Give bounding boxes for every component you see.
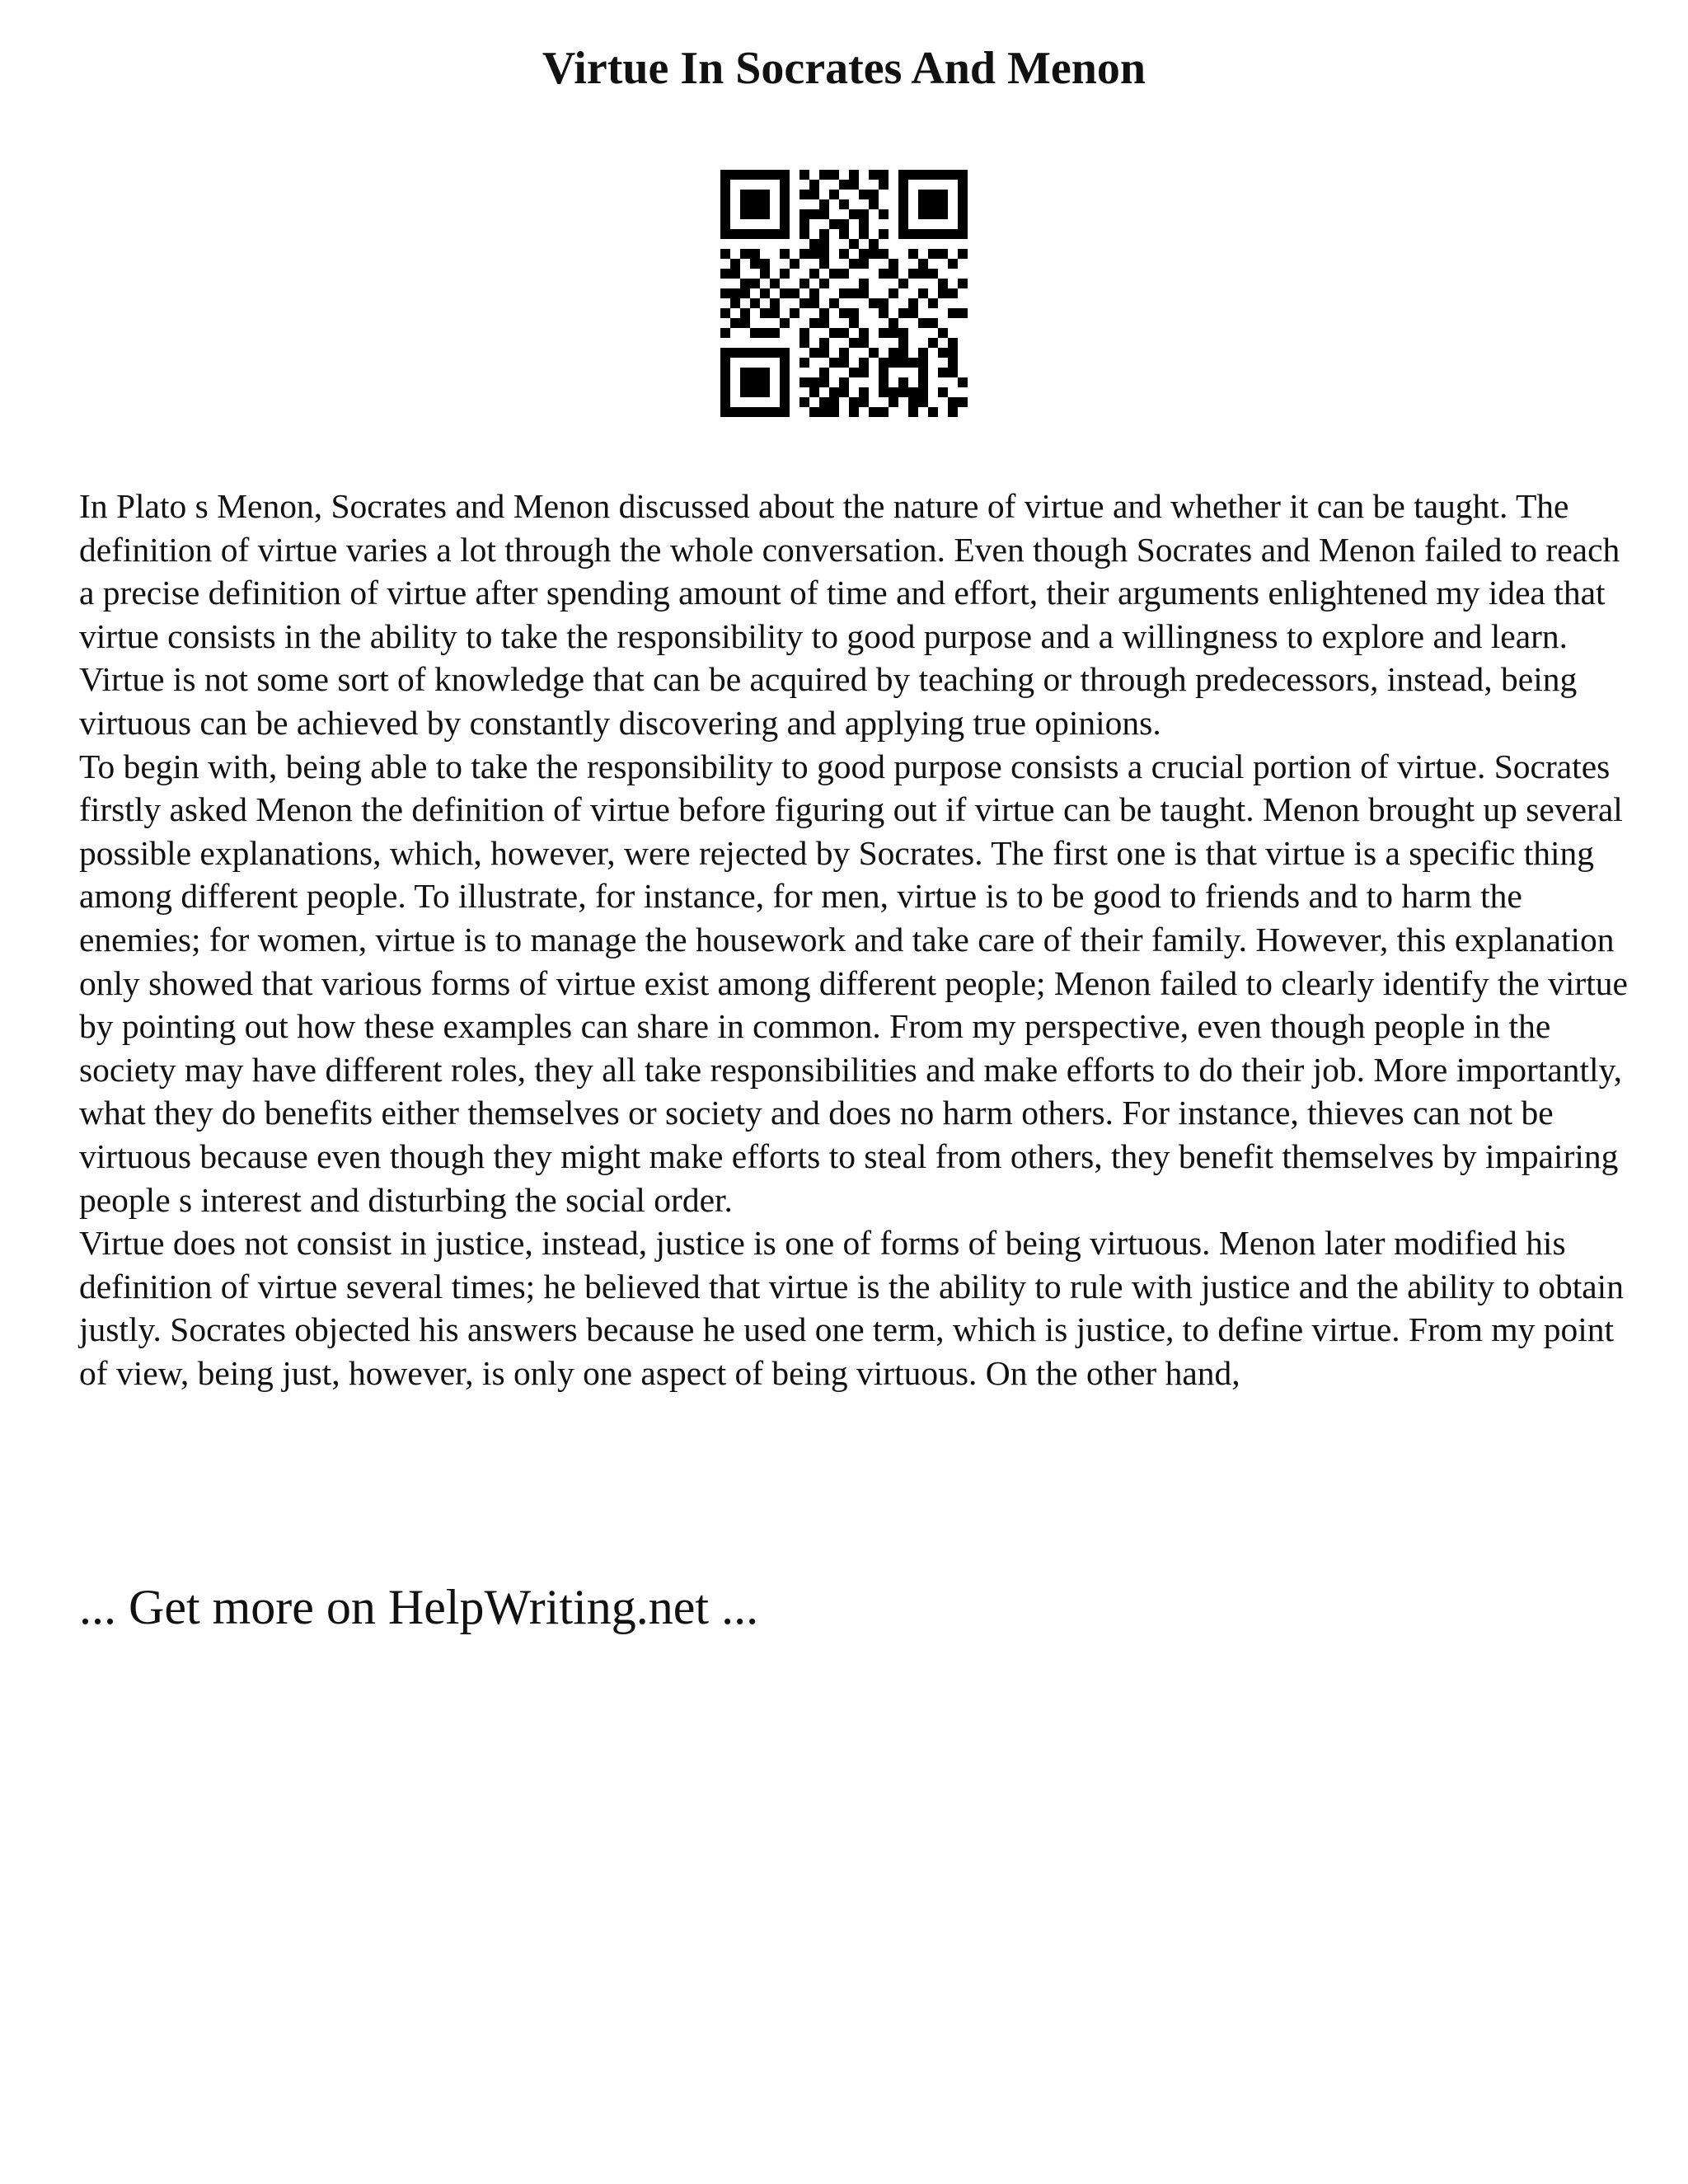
essay-paragraph-2: To begin with, being able to take the responsibility to good purpose consists a crucial portion of virtue. Socrates firstly asked Menon the definition of virtue before figuring out if virtue can be taught. Menon brought up several possible explanations, which, however, were rejected by Socrates. The first one is that virtue is a specific thing among different people. To illustrate, for instance, for men, virtue is to be good to friends and to harm the enemies; for women, virtue is to manage the housework and take care of their family. However, this explanation only showed that various forms of virtue exist among different people; Menon failed to clearly identify the virtue by pointing out how these examples can share in common. From my perspective, even though people in the society may have different roles, they all take responsibilities and make efforts to do their job. More importantly, what they do benefits either themselves or society and does no harm others. For instance, thieves can not be virtuous because even though they might make efforts to steal from others, they benefit themselves by impairing people s interest and disturbing the social order. [79,747,1628,1219]
get-more-link[interactable]: ... Get more on HelpWriting.net ... [79,1580,759,1634]
qr-code-icon [720,170,968,417]
document-title: Virtue In Socrates And Menon [542,43,1146,94]
essay-paragraph-1: In Plato s Menon, Socrates and Menon discussed about the nature of virtue and whether it can be taught. The definition of virtue varies a lot through the whole conversation. Even though Socrates and Menon failed to reach a precise definition of virtue after spending amount of time and effort, their arguments enlightened my idea that virtue consists in the ability to take the responsibility to good purpose and a willingness to explore and learn. Virtue is not some sort of knowledge that can be acquired by teaching or through predecessors, instead, being virtuous can be achieved by constantly discovering and applying true opinions. [79,487,1620,742]
qr-code[interactable] [720,170,968,417]
essay-paragraph-3: Virtue does not consist in justice, instead, justice is one of forms of being virtuous. Menon later modified his definition of virtue several times; he believed that virtue is the ability to rule with justice and the ability to obtain justly. Socrates objected his answers because he used one term, which is justice, to define virtue. From my point of view, being just, however, is only one aspect of being virtuous. On the other hand, [79,1224,1624,1392]
essay-body [79,485,1629,1394]
